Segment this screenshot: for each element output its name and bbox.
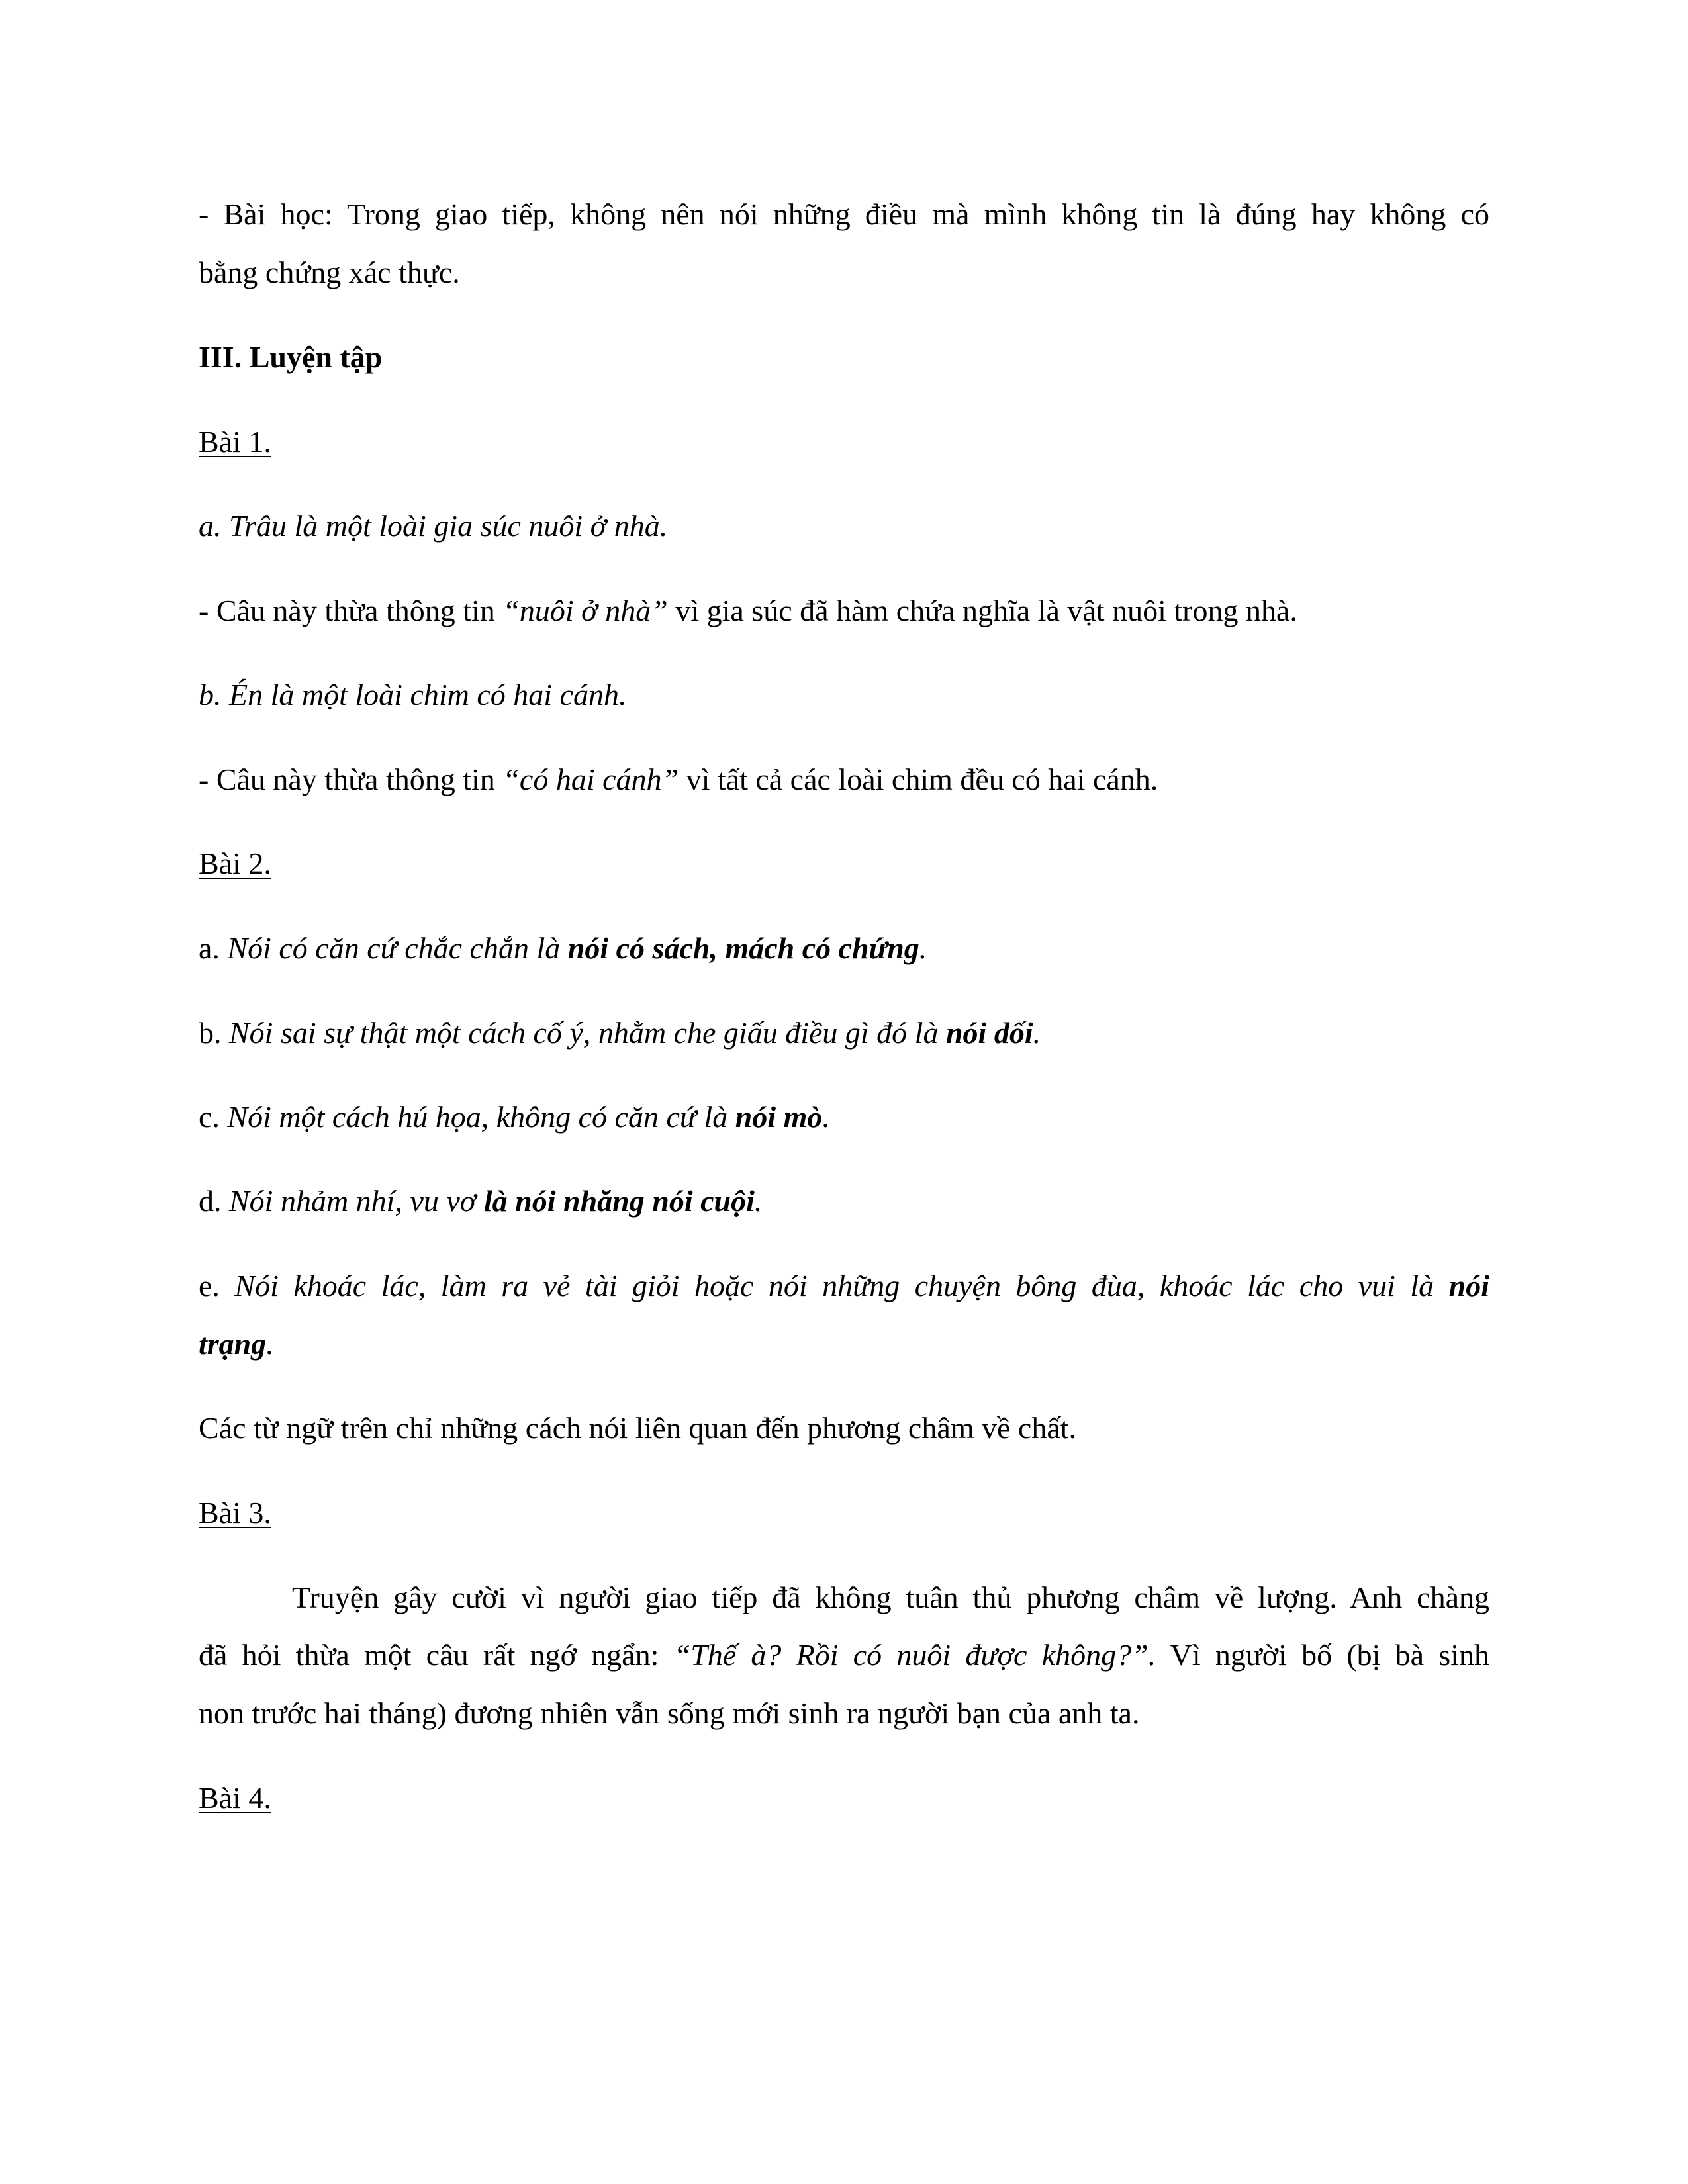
- bai3-line-2: [199, 1637, 1489, 1674]
- bai2-a-label: a.: [199, 931, 228, 965]
- bai2-e-bold1: nói: [1448, 1269, 1489, 1302]
- bai3-line2-post: Vì người bố (bị bà sinh: [1156, 1638, 1490, 1672]
- bai2-b-label: b.: [199, 1016, 229, 1050]
- bai2-b-italic: Nói sai sự thật một cách cố ý, nhằm che giấu điều gì đó là: [229, 1016, 946, 1050]
- bai2-a-italic: Nói có căn cứ chắc chắn là: [227, 931, 568, 965]
- bai2-b-bold: nói dối: [945, 1016, 1033, 1050]
- bai2-d-label: d.: [199, 1184, 229, 1218]
- bai1-b-explain-pre: - Câu này thừa thông tin: [199, 762, 503, 796]
- bai2-item-c: [199, 1099, 1489, 1136]
- bai2-e-italic: Nói khoác lác, làm ra vẻ tài giỏi hoặc nói những chuyện bông đùa, khoác lác cho vui là: [234, 1269, 1449, 1302]
- bai3-line2-quote: “Thế à? Rồi có nuôi được không?”.: [673, 1638, 1156, 1672]
- bai2-e-end: .: [266, 1327, 274, 1361]
- bai3-line-1: Truyện gây cười vì người giao tiếp đã không tuân thủ phương châm về lượng. Anh chàng: [292, 1580, 1489, 1614]
- bai2-e-label: e.: [199, 1269, 235, 1302]
- bai3-heading-text: Bài 3.: [199, 1496, 271, 1529]
- bai1-b-explain-quote: “có hai cánh”: [502, 762, 679, 796]
- lesson-line-1: - Bài học: Trong giao tiếp, không nên nói những điều mà mình không tin là đúng hay không có: [199, 197, 1489, 231]
- bai2-c-end: .: [822, 1100, 830, 1134]
- bai2-a-end: .: [919, 931, 927, 965]
- bai2-a-bold: nói có sách, mách có chứng: [567, 931, 919, 965]
- bai2-item-a: [199, 930, 1489, 967]
- bai1-a-explain-post: vì gia súc đã hàm chứa nghĩa là vật nuôi trong nhà.: [667, 594, 1297, 627]
- lesson-line-2: bằng chứng xác thực.: [199, 255, 460, 289]
- section-heading: III. Luyện tập: [199, 340, 383, 374]
- bai2-c-italic: Nói một cách hú họa, không có căn cứ là: [227, 1100, 735, 1134]
- bai2-item-e-line2: [199, 1326, 1489, 1363]
- bai2-heading-text: Bài 2.: [199, 846, 271, 880]
- bai4-heading-text: Bài 4.: [199, 1781, 271, 1815]
- bai4-heading: [199, 1780, 1489, 1817]
- bai1-heading-text: Bài 1.: [199, 425, 271, 459]
- bai1-a-explain-quote: “nuôi ở nhà”: [502, 594, 668, 627]
- bai3-line-3: non trước hai tháng) đương nhiên vẫn sống mới sinh ra người bạn của anh ta.: [199, 1696, 1140, 1730]
- bai2-c-label: c.: [199, 1100, 228, 1134]
- bai1-a-explain-pre: - Câu này thừa thông tin: [199, 594, 503, 627]
- bai2-summary: Các từ ngữ trên chỉ những cách nói liên quan đến phương châm về chất.: [199, 1411, 1077, 1445]
- bai1-a-sentence: a. Trâu là một loài gia súc nuôi ở nhà.: [199, 509, 668, 543]
- bai2-item-d: [199, 1183, 1489, 1220]
- bai2-e-bold2: trạng: [199, 1327, 267, 1361]
- bai2-d-italic: Nói nhảm nhí, vu vơ: [229, 1184, 484, 1218]
- bai1-b-explanation: [199, 761, 1489, 798]
- bai1-heading: [199, 424, 1489, 461]
- bai2-d-bold: là nói nhăng nói cuội: [483, 1184, 755, 1218]
- bai1-a-explanation: [199, 592, 1489, 629]
- bai2-item-e-line1: [199, 1267, 1489, 1304]
- bai3-line2-pre: đã hỏi thừa một câu rất ngớ ngẩn:: [199, 1638, 674, 1672]
- bai2-c-bold: nói mò: [735, 1100, 823, 1134]
- bai2-heading: [199, 845, 1489, 882]
- bai1-b-sentence: b. Én là một loài chim có hai cánh.: [199, 678, 627, 711]
- bai2-b-end: .: [1033, 1016, 1041, 1050]
- bai3-heading: [199, 1494, 1489, 1531]
- bai1-b-explain-post: vì tất cả các loài chim đều có hai cánh.: [679, 762, 1158, 796]
- bai2-item-b: [199, 1015, 1489, 1052]
- bai2-d-end: .: [754, 1184, 763, 1218]
